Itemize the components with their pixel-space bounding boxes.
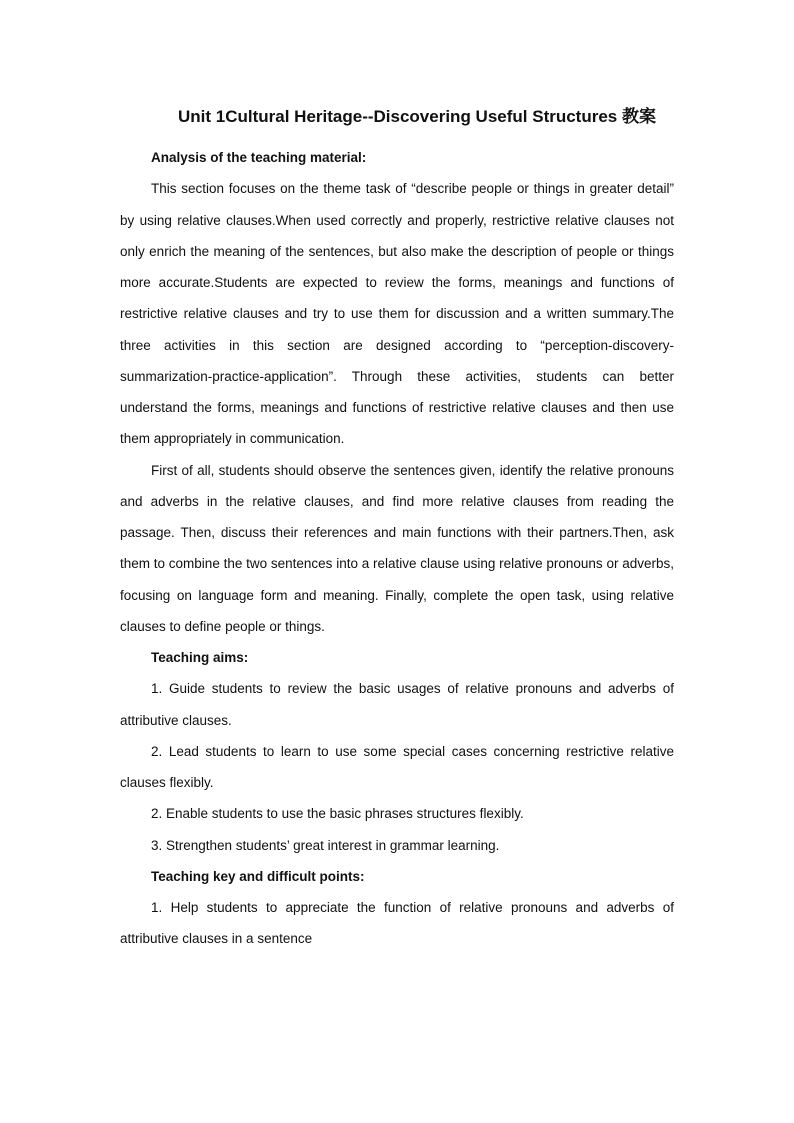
teaching-aim-item: 2. Lead students to learn to use some special cases concerning restrictive relative clauses flexibly. — [120, 743, 674, 790]
teaching-aim-item: 1. Guide students to review the basic usages of relative pronouns and adverbs of attributive clauses. — [120, 681, 674, 728]
teaching-aim-item: 3. Strengthen students’ great interest in grammar learning. — [151, 837, 500, 853]
section-heading-teaching-aims: Teaching aims: — [151, 650, 249, 665]
section-heading-analysis: Analysis of the teaching material: — [151, 150, 367, 165]
teaching-aim-item: 2. Enable students to use the basic phrases structures flexibly. — [151, 806, 524, 822]
document-title: Unit 1Cultural Heritage--Discovering Useful Structures 教案 — [178, 107, 656, 126]
section-heading-key-points: Teaching key and difficult points: — [151, 868, 365, 884]
analysis-paragraph-1: This section focuses on the theme task of “describe people or things in greater detail” by using relative clauses.When used correctly and properly, restrictive relative clauses not only enrich the meaning of the sentences, but also make the description of people or things more accurate.Students are expected to review the forms, meanings and functions of restrictive relative clauses and try to use them for discussion and a written summary.The three activities in this section are designed according to “perception-discovery-summarization-practice-application”. Through these activities, students can better understand the forms, meanings and functions of restrictive relative clauses and then use them appropriately in communication. — [120, 181, 674, 447]
analysis-paragraph-2: First of all, students should observe the sentences given, identify the relative pronouns and adverbs in the relative clauses, and find more relative clauses from reading the passage. Then, discuss their references and main functions with their partners.Then, ask them to combine the two sentences into a relative clause using relative pronouns or adverbs, focusing on language form and meaning. Finally, complete the open task, using relative clauses to define people or things. — [120, 462, 674, 634]
key-point-item: 1. Help students to appreciate the function of relative pronouns and adverbs of attributive clauses in a sentence — [120, 900, 674, 947]
document-body — [120, 142, 674, 955]
